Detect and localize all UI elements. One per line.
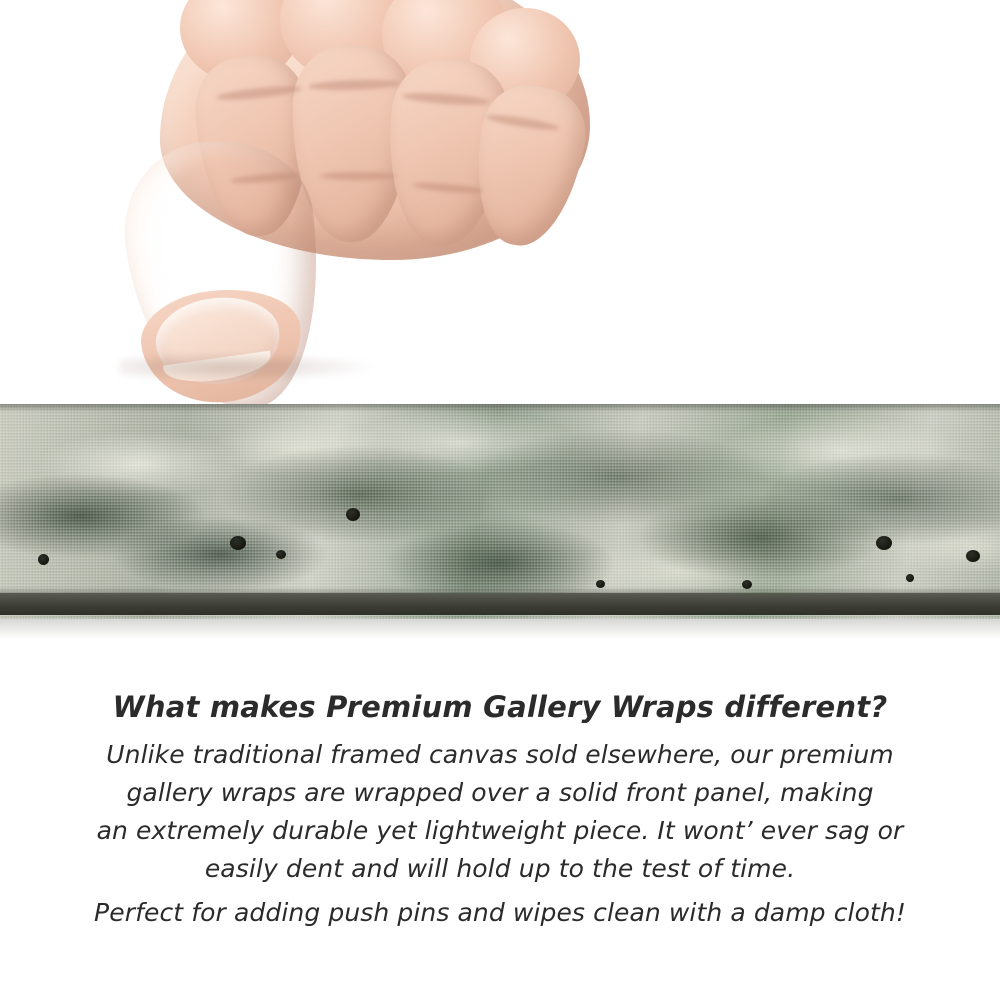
hand-illustration <box>120 0 640 430</box>
print-speck <box>876 536 892 550</box>
print-speck <box>276 550 286 559</box>
print-speck <box>38 554 49 565</box>
canvas-drop-shadow <box>0 619 1000 639</box>
caption-closing-line: Perfect for adding push pins and wipes clean with a damp cloth! <box>94 898 906 927</box>
canvas-wrap-edge <box>0 404 1000 619</box>
caption-line-4: easily dent and will hold up to the test of time. <box>204 854 796 883</box>
canvas-top-shadow <box>0 404 1000 412</box>
print-speck <box>346 508 360 521</box>
canvas-side-wrap <box>0 593 1000 619</box>
caption-line-1: Unlike traditional framed canvas sold elsewhere, our premium <box>106 740 894 769</box>
caption-line-3: an extremely durable yet lightweight piece. It wont’ ever sag or <box>96 816 904 845</box>
print-speck <box>966 550 980 562</box>
print-speck <box>230 536 246 550</box>
caption-block <box>0 690 1000 932</box>
print-speck <box>906 574 914 582</box>
canvas-side-panel <box>0 593 1000 615</box>
hand-contact-shadow <box>120 352 380 382</box>
caption-title: What makes Premium Gallery Wraps different? <box>112 690 888 724</box>
caption-line-2: gallery wraps are wrapped over a solid front panel, making <box>126 778 874 807</box>
finger-crease <box>320 172 396 180</box>
